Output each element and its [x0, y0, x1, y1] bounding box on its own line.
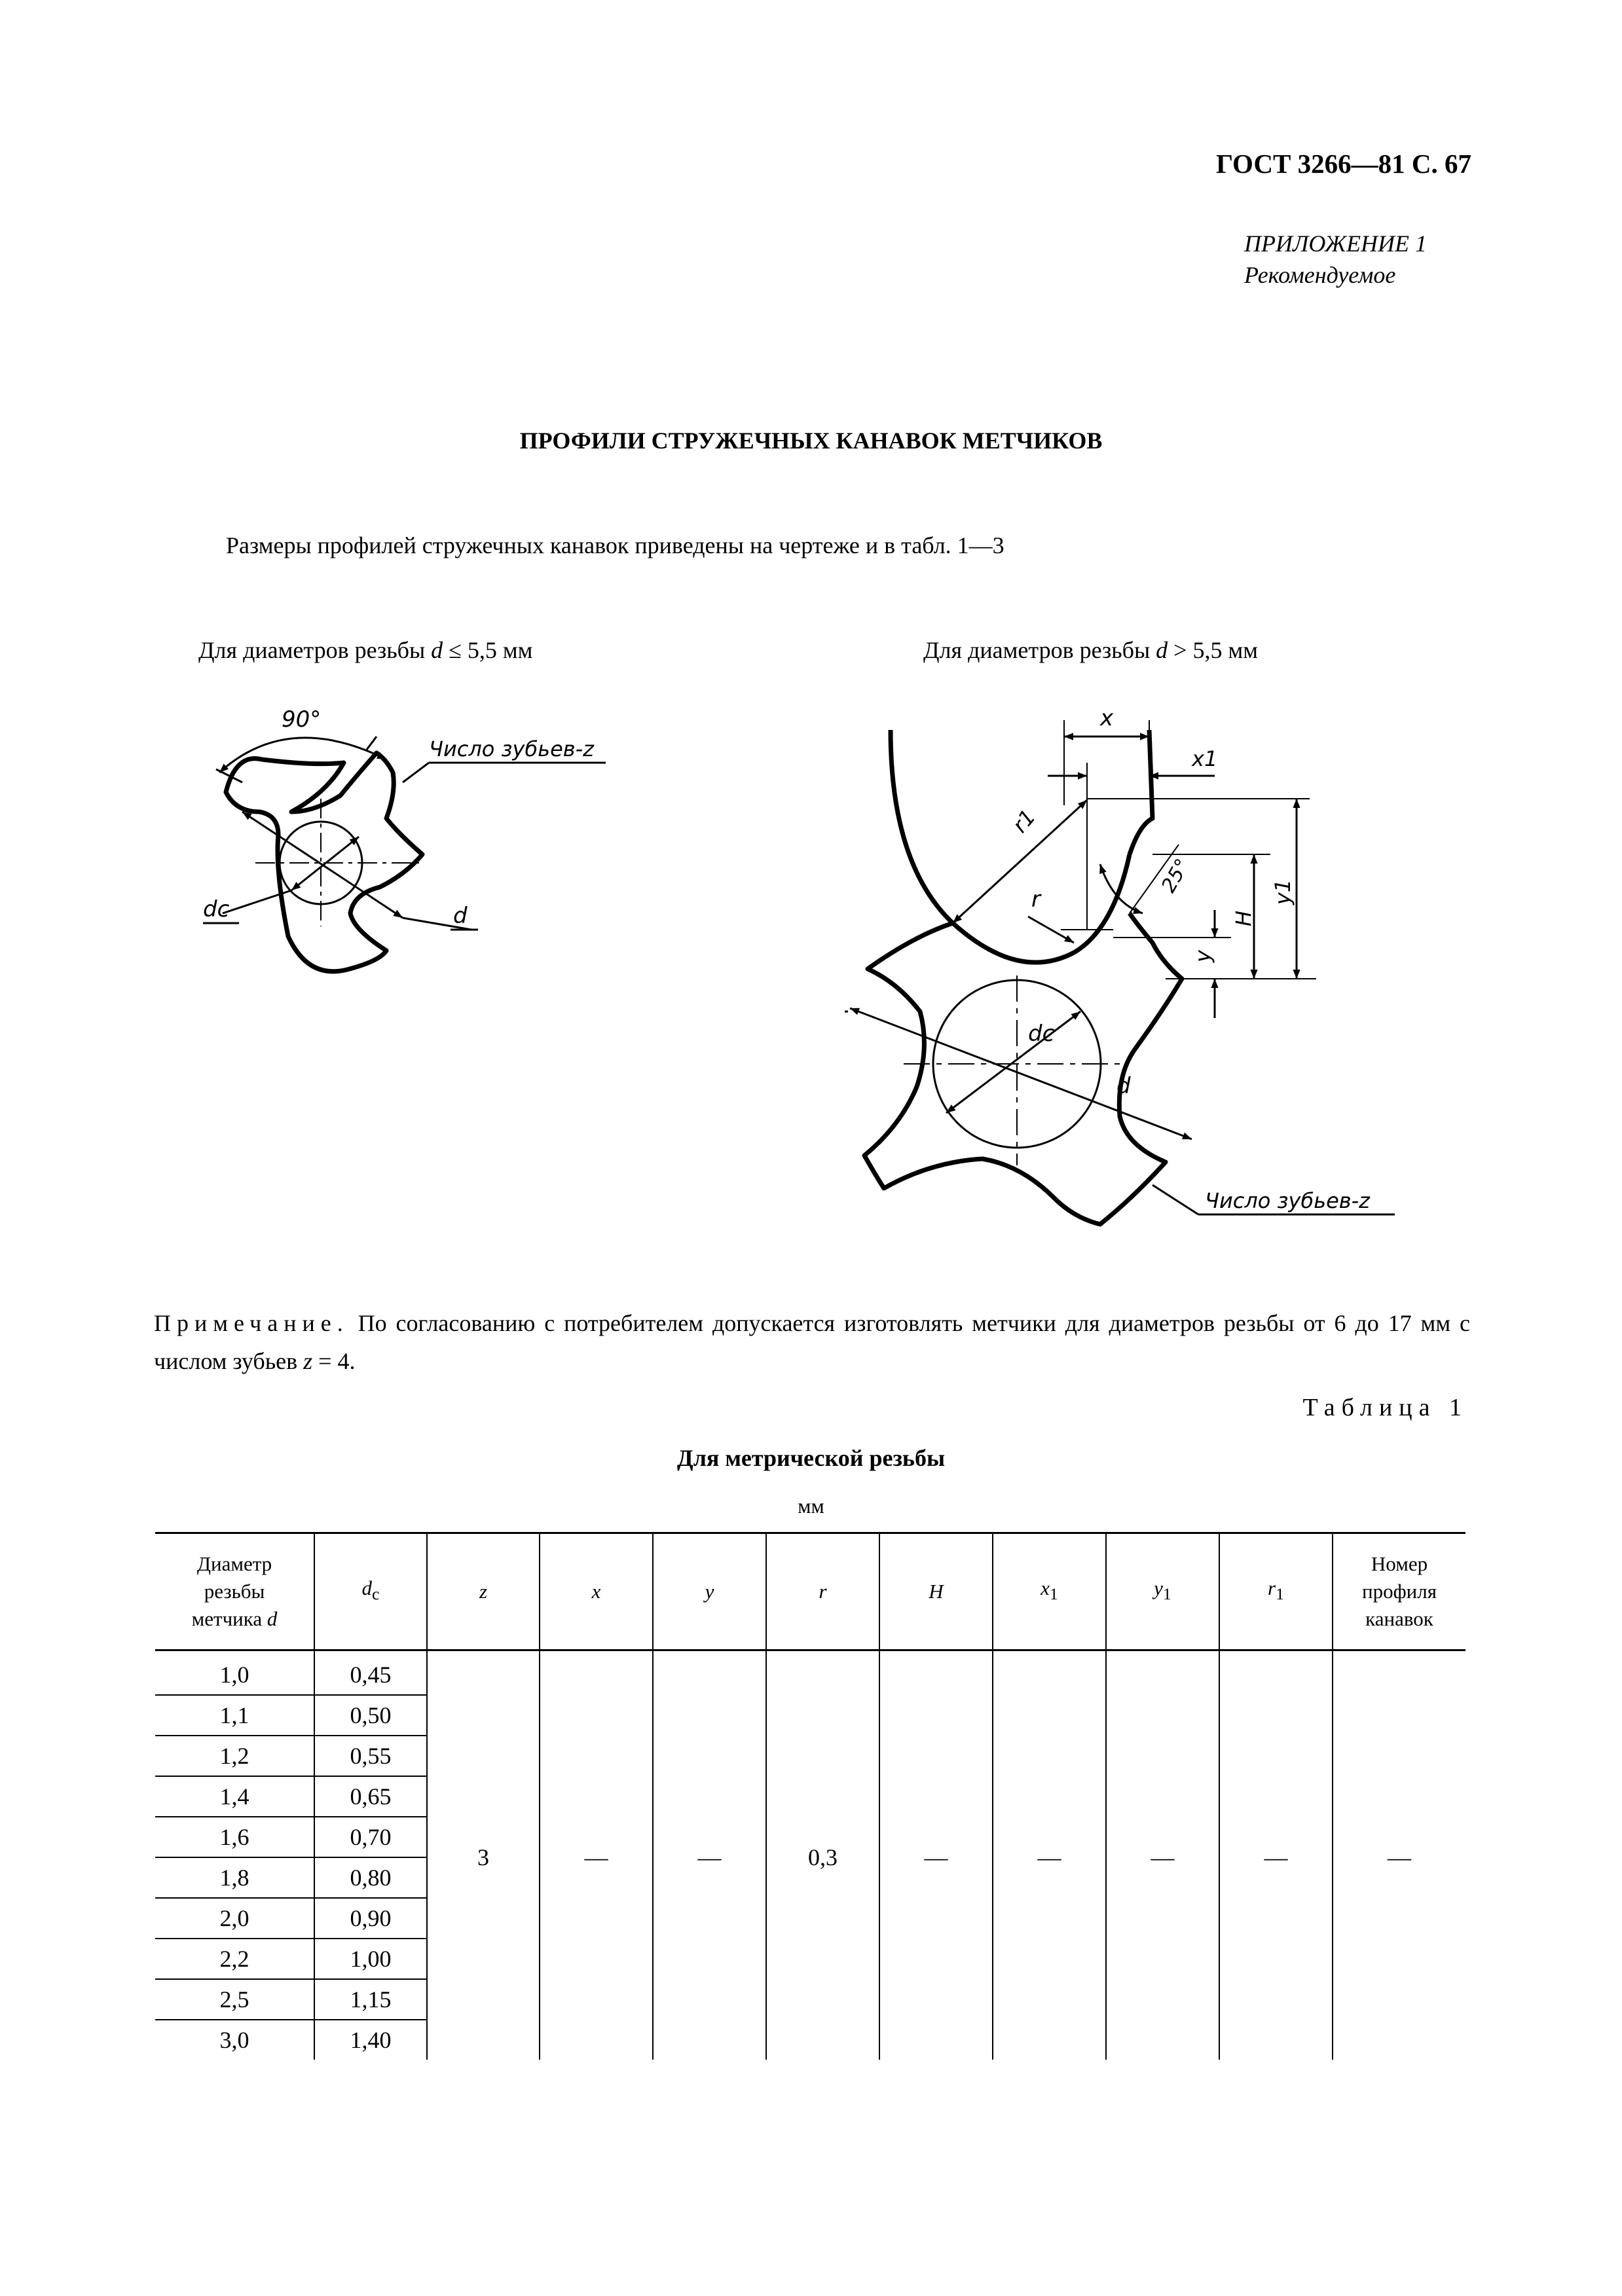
header-H: H [879, 1533, 993, 1650]
teeth-label-right: Число зубьев-z [1205, 1188, 1370, 1213]
note-label: Примечание. [154, 1310, 349, 1336]
large-tap-outline [864, 730, 1182, 1224]
cell-dc: 1,15 [314, 1979, 427, 2020]
appendix-label: ПРИЛОЖЕНИЕ 1 [1244, 230, 1427, 257]
cell-H: — [879, 1650, 993, 2060]
dc-label-left: dc [203, 896, 230, 922]
cell-profile: — [1333, 1650, 1465, 2060]
cell-d: 1,6 [155, 1817, 314, 1857]
dc-label-right: dc [1028, 1021, 1055, 1047]
teeth-leader-left [403, 763, 429, 782]
d-label-right: d [1116, 1073, 1131, 1099]
header-r: r [766, 1533, 879, 1650]
cell-dc: 1,00 [314, 1939, 427, 1979]
cell-dc: 0,80 [314, 1857, 427, 1898]
header-y1: $y_1$ [1106, 1533, 1219, 1650]
cell-dc: 0,90 [314, 1898, 427, 1939]
teeth-label-left: Число зубьев-z [429, 737, 594, 761]
figure-right-caption: Для диаметров резьбы d > 5,5 мм [923, 637, 1259, 663]
teeth-leader-right [1152, 1185, 1198, 1214]
metric-thread-table [155, 1532, 1465, 2060]
cell-d: 1,1 [155, 1695, 314, 1736]
d-dimension-line [242, 812, 403, 918]
small-tap-profile [242, 774, 383, 897]
header-z: z [427, 1533, 540, 1650]
intro-text: Размеры профилей стружечных канавок приведены на чертеже и в табл. 1—3 [226, 532, 1005, 558]
cell-dc: 0,45 [314, 1650, 427, 1696]
cell-dc: 0,70 [314, 1817, 427, 1857]
table-header-row [155, 1533, 1465, 1650]
figure-small-tap [203, 706, 606, 972]
r-label: r [1031, 886, 1041, 913]
header-x1: $x_1$ [993, 1533, 1106, 1650]
x1-label: x1 [1192, 746, 1218, 771]
header-profile: Номер профиля канавок [1333, 1533, 1465, 1650]
angle-90-label: 90° [282, 706, 322, 733]
cell-x1: — [993, 1650, 1106, 2060]
y1-label: y1 [1270, 879, 1295, 905]
table-units: мм [798, 1494, 824, 1518]
cell-d: 3,0 [219, 2027, 249, 2053]
cell-d: 2,2 [155, 1939, 314, 1979]
header-y: y [653, 1533, 766, 1650]
cell-z: 3 [427, 1650, 540, 2060]
cell-x: — [540, 1650, 653, 2060]
page-title: ПРОФИЛИ СТРУЖЕЧНЫХ КАНАВОК МЕТЧИКОВ [519, 428, 1103, 454]
figure-left-caption: Для диаметров резьбы d ≤ 5,5 мм [198, 637, 533, 663]
header-x: x [540, 1533, 653, 1650]
x-label: x [1100, 705, 1114, 731]
note-paragraph: Примечание. По согласованию с потребителем допускается изготовлять метчики для диаметров резьбы от 6 до 17 мм с числом зубьев z = 4. [154, 1310, 1470, 1374]
dc-dimension-line-right [946, 1011, 1080, 1113]
cell-y: — [653, 1650, 766, 2060]
angle-25-label: 25° [1157, 854, 1195, 897]
cell-dc: 1,40 [314, 2020, 427, 2060]
header-r1: $r_1$ [1219, 1533, 1333, 1650]
r1-label: r1 [1007, 805, 1041, 838]
header-diameter: Диаметр резьбы метчика d [155, 1533, 314, 1650]
header-dc: $d_c$ [314, 1533, 427, 1650]
H-label: H [1231, 910, 1256, 926]
page-header: ГОСТ 3266—81 С. 67 [1215, 149, 1471, 179]
small-tap-outline [226, 753, 422, 972]
cell-d: 2,0 [155, 1898, 314, 1939]
y-label: y [1190, 950, 1215, 962]
cell-dc: 0,65 [314, 1776, 427, 1817]
cell-d: 1,4 [155, 1776, 314, 1817]
cell-d: 1,2 [155, 1736, 314, 1776]
d-label-left: d [453, 903, 468, 929]
cell-d: 2,5 [155, 1979, 314, 2020]
cell-d: 1,8 [155, 1857, 314, 1898]
cell-d: 1,0 [155, 1650, 314, 1696]
table-caption: Для метрической резьбы [676, 1445, 946, 1471]
figure-large-tap [845, 705, 1395, 1224]
cell-dc: 0,55 [314, 1736, 427, 1776]
table-row [155, 1650, 1465, 1696]
cell-y1: — [1106, 1650, 1219, 2060]
cell-r: 0,3 [766, 1650, 879, 2060]
cell-r1: — [1219, 1650, 1333, 2060]
appendix-status: Рекомендуемое [1244, 262, 1396, 288]
cell-dc: 0,50 [314, 1695, 427, 1736]
table-label: Таблица 1 [1302, 1394, 1468, 1421]
